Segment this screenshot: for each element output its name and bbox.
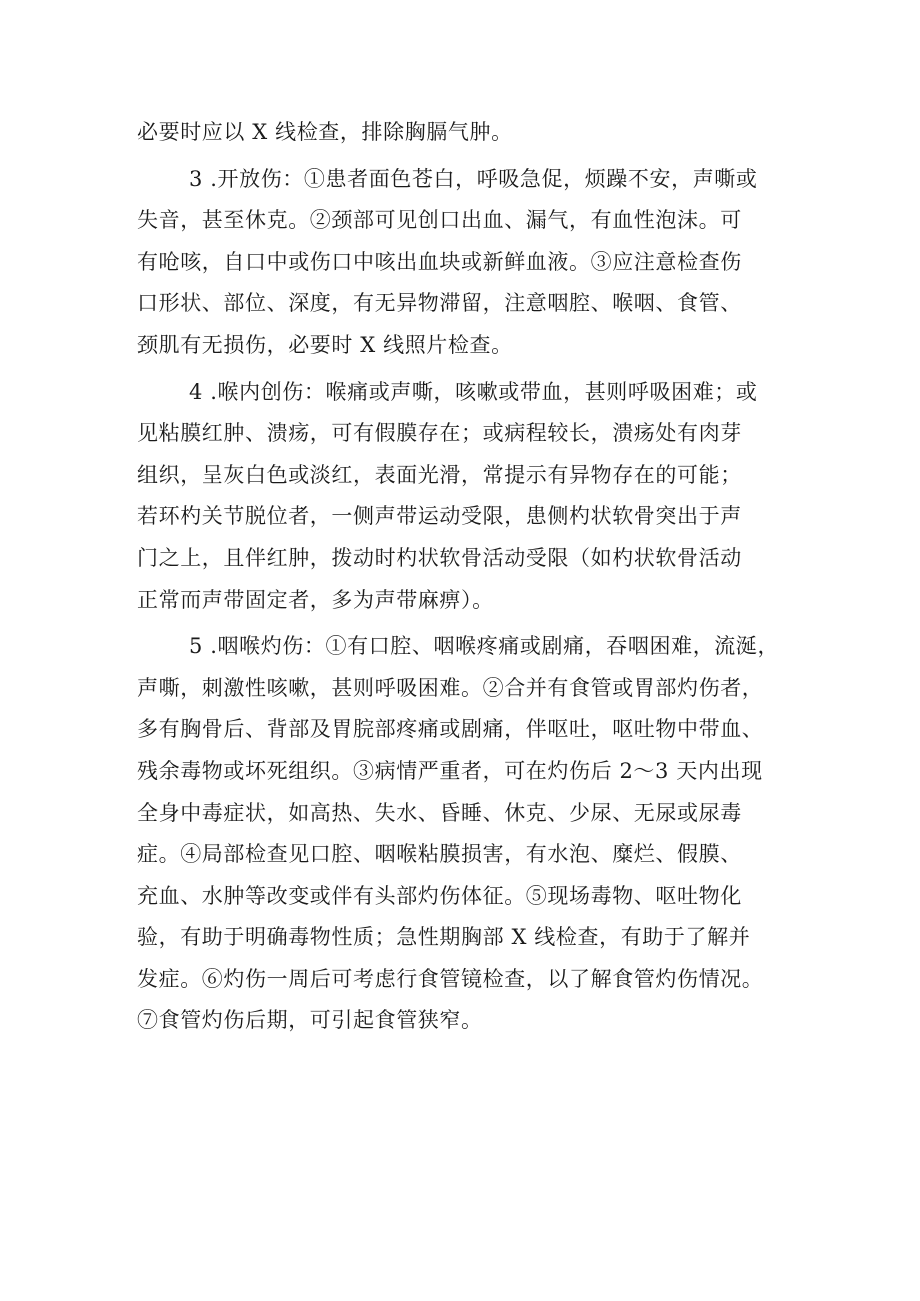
text-line: 3 .开放伤：①患者面色苍白，呼吸急促，烦躁不安，声嘶或 [189,166,758,191]
paragraph-laryngeal-wound [137,372,797,622]
text-line: ⑦食管灼伤后期，可引起食管狭窄。 [137,1008,483,1033]
paragraph-burn [137,626,797,1042]
text-line: 有呛咳，自口中或伤口中咳出血块或新鲜血液。③应注意检查伤 [137,249,742,274]
text-line: 发症。⑥灼伤一周后可考虑行食管镜检查，以了解食管灼伤情况。 [137,966,764,991]
text-line: 失音，甚至休克。②颈部可见创口出血、漏气，有血性泡沫。可 [137,208,742,233]
text-line: 4 .喉内创伤：喉痛或声嘶，咳嗽或带血，甚则呼吸困难；或 [189,379,758,404]
document-body [137,112,797,1042]
text-line: 验，有助于明确毒物性质；急性期胸部 X 线检查，有助于了解并 [137,925,751,950]
text-line: 声嘶，刺激性咳嗽，甚则呼吸困难。②合并有食管或胃部灼伤者， [137,675,764,700]
text-line: 多有胸骨后、背部及胃脘部疼痛或剧痛，伴呕吐，呕吐物中带血、 [137,717,764,742]
text-line: 门之上，且伴红肿，拨动时杓状软骨活动受限（如杓状软骨活动 [137,545,742,570]
text-line: 若环杓关节脱位者，一侧声带运动受限，患侧杓状软骨突出于声 [137,504,742,529]
text-line: 口形状、部位、深度，有无异物滞留，注意咽腔、喉咽、食管、 [137,291,742,316]
text-line: 全身中毒症状，如高热、失水、昏睡、休克、少尿、无尿或尿毒 [137,800,742,825]
paragraph-continued [137,112,797,154]
text-line: 5 .咽喉灼伤：①有口腔、咽喉疼痛或剧痛，吞咽困难，流涎， [189,634,780,659]
text-line: 残余毒物或坏死组织。③病情严重者，可在灼伤后 2～3 天内出现 [137,758,763,783]
paragraph-open-injury [137,159,797,367]
text-line: 必要时应以 X 线检查，排除胸膈气肿。 [137,120,513,144]
text-line: 见粘膜红肿、溃疡，可有假膜存在；或病程较长，溃疡处有肉芽 [137,421,742,446]
text-line: 症。④局部检查见口腔、咽喉粘膜损害，有水泡、糜烂、假膜、 [137,842,742,867]
text-line: 组织，呈灰白色或淡红，表面光滑，常提示有异物存在的可能； [137,462,742,487]
text-line: 正常而声带固定者，多为声带麻痹）。 [137,587,494,612]
text-line: 充血、水肿等改变或伴有头部灼伤体征。⑤现场毒物、呕吐物化 [137,883,742,908]
text-line: 颈肌有无损伤，必要时 X 线照片检查。 [137,332,513,357]
